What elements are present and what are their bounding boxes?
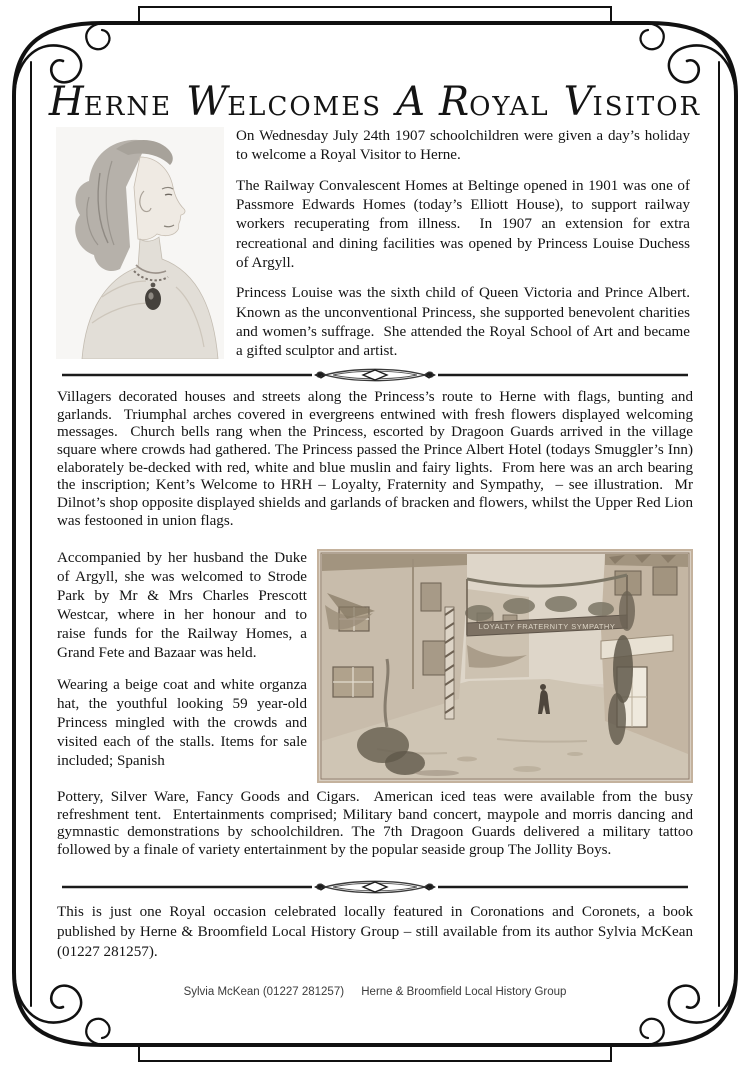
portrait-photo xyxy=(56,127,224,359)
frame-edge-bottom-outer xyxy=(148,1060,602,1062)
fete-section xyxy=(57,549,693,784)
frame-edge-left-outer xyxy=(12,147,16,921)
street-photo xyxy=(317,549,693,783)
frame-edge-right-outer xyxy=(734,147,738,921)
frame-edge-top-outer xyxy=(148,6,602,8)
intro-section xyxy=(56,127,694,372)
fete-paragraph: Accompanied by her husband the Duke of Argyll, she was welcomed to Strode Park by Mr & Mrs Charles Prescott Westcar, where in her honour and to raise funds for the Railway Homes, a Grand Fete and Bazaar was held. xyxy=(57,550,311,662)
closing-paragraph: This is just one Royal occasion celebrated locally featured in Coronations and Coronets, a book published by Herne & Broomfield Local History Group – still available from its author Sylvia McKean (01227 281257). xyxy=(57,904,697,960)
footer-author: Sylvia McKean (01227 281257) xyxy=(183,986,345,998)
intro-paragraph: The Railway Convalescent Homes at Beltinge opened in 1901 was one of Passmore Edwards Homes (today’s Elliott House), to support railway workers recuperating from illness. In 1907 an extension for extra recreational and dining facilities was opened by Princess Louise Duchess of Argyll. xyxy=(236,177,694,271)
intro-text xyxy=(236,127,694,372)
intro-paragraph: Princess Louise was the sixth child of Queen Victoria and Prince Albert. Known as the unconventional Princess, she supported benevolent charities and women’s suffrage. She attended the Royal School of Art and became a gifted sculptor and artist. xyxy=(236,285,694,360)
frame-edge-bottom-inner xyxy=(147,1043,603,1047)
route-paragraph: Villagers decorated houses and streets along the Princess’s route to Herne with flags, bunting and garlands. Triumphal arches covered in evergreens entwined with fresh flowers displayed welcoming messages. Church bells rang when the Princess, escorted by Dragoon Guards arrived in the village square where crowds had gathered. The Princess passed the Prince Albert Hotel (todays Smuggler’s Inn) elaborately be-decked with red, white and blue muslin and fairy lights. From here was an arch bearing the inscription; Kent’s Welcome to HRH – Loyalty, Fraternity and Sympathy, – see illustration. Mr Dilnot’s shop opposite displayed shields and garlands of bracken and flowers, whilst the Upper Red Lion was festooned in union flags. xyxy=(57,389,697,529)
intro-paragraph: On Wednesday July 24th 1907 schoolchildren were given a day’s holiday to welcome a Royal Visitor to Herne. xyxy=(236,128,694,164)
photo-banner-text: LOYALTY FRATERNITY SYMPATHY xyxy=(478,622,616,631)
fete-paragraph: Wearing a beige coat and white organza hat, the youthful looking 59 year-old Princess mingled with the crowds and visited each of the stalls. Items for sale included; Spanish xyxy=(57,677,311,770)
page-title: HERNE WELCOMES A ROYAL VISITOR xyxy=(48,79,702,125)
frame-edge-left-inner xyxy=(30,148,32,920)
section-divider xyxy=(62,366,688,384)
frame-edge-top-inner xyxy=(147,21,603,25)
section-divider xyxy=(62,878,688,896)
fete-left-column xyxy=(57,549,311,784)
footer xyxy=(0,986,750,998)
frame-edge-right-inner xyxy=(718,148,720,920)
footer-group: Herne & Broomfield Local History Group xyxy=(361,986,567,998)
fete-continuation-paragraph: Pottery, Silver Ware, Fancy Goods and Cigars. American iced teas were available from the busy refreshment tent. Entertainments comprised; Military band concert, maypole and morris dancing and gymnastic demonstrations by schoolchildren. The 7th Dragoon Guards delivered a military tattoo followed by a finale of variety entertainment by the popular seaside group The Jollity Boys. xyxy=(57,789,697,858)
